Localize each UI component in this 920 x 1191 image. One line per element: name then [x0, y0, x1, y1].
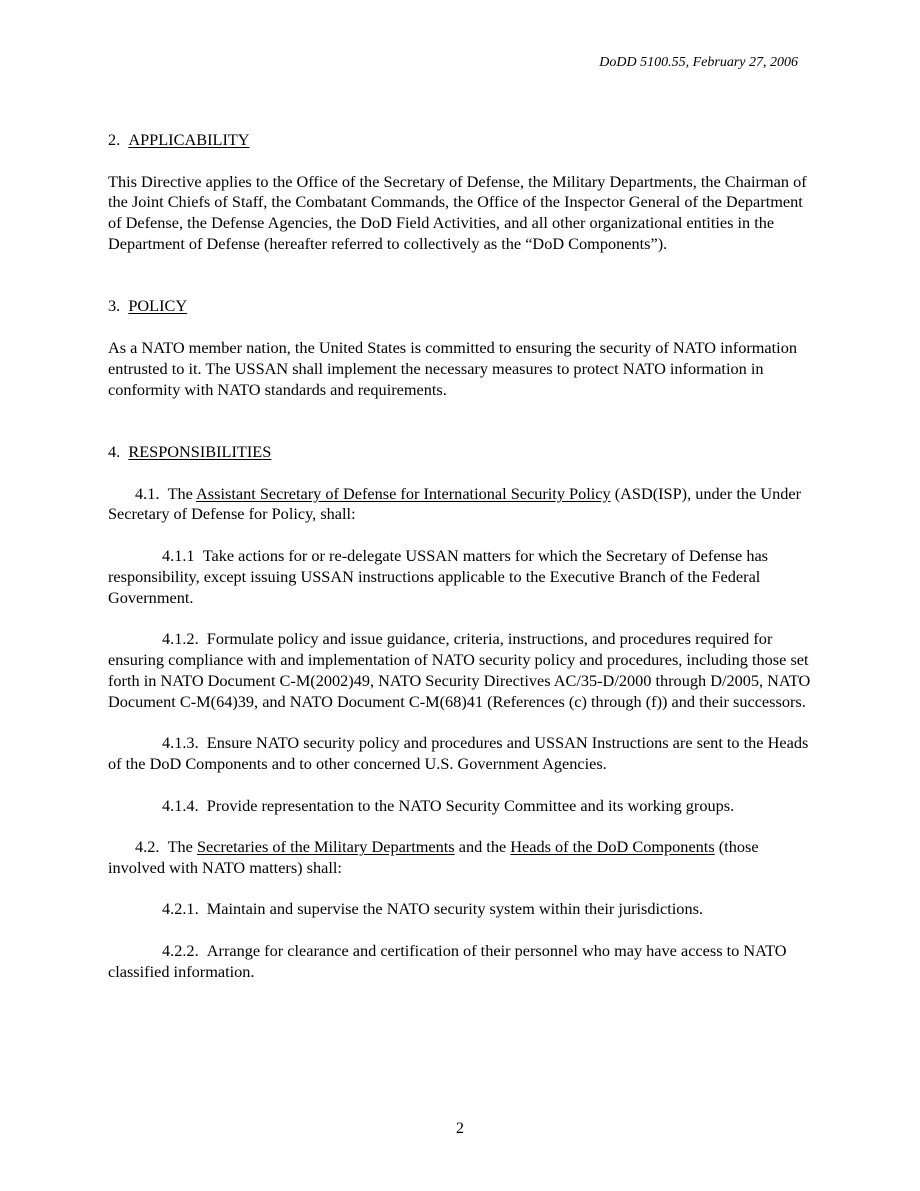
paragraph-number: 4.1.1 [162, 545, 195, 565]
paragraph-4-2-1 [108, 899, 812, 920]
paragraph-4-1 [108, 484, 812, 526]
paragraph-text: The [167, 483, 193, 503]
paragraph-text: (those involved with NATO matters) shall: [108, 837, 759, 877]
paragraph-number: 4.2.1. [162, 899, 199, 919]
paragraph-number: 4.1.2. [162, 629, 199, 649]
applicability-paragraph: This Directive applies to the Office of the Secretary of Defense, the Military Departments, the Chairman of the Joint Chiefs of Staff, the Combatant Commands, the Office of the Inspector General of the Department of Defense, the Defense Agencies, the DoD Field Activities, and all other organizational entities in the Department of Defense (hereafter referred to collectively as the “DoD Components”). [108, 171, 807, 253]
paragraph-4-1-4 [108, 796, 812, 817]
section-title: RESPONSIBILITIES [128, 441, 272, 461]
document-header: DoDD 5100.55, February 27, 2006 [599, 55, 798, 70]
section-heading-applicability [108, 130, 812, 151]
paragraph-text: Provide representation to the NATO Security Committee and its working groups. [206, 795, 735, 815]
paragraph-4-1-1 [108, 546, 812, 608]
document-body [108, 130, 812, 983]
paragraph-number: 4.2. [135, 837, 160, 857]
policy-paragraph: As a NATO member nation, the United States is committed to ensuring the security of NATO information entrusted to it. The USSAN shall implement the necessary measures to protect NATO information in conformity with NATO standards and requirements. [108, 337, 797, 399]
section-heading-policy [108, 296, 812, 317]
page-number: 2 [455, 1118, 465, 1137]
paragraph-text: Formulate policy and issue guidance, criteria, instructions, and procedures required for ensuring compliance with and implementation of NATO security policy and procedures, including those set forth in NATO Document C-M(2002)49, NATO Security Directives AC/35-D/2000 through D/2005, NATO Document C-M(64)39, and NATO Document C-M(68)41 (References (c) through (f)) and their successors. [108, 629, 811, 711]
paragraph-4-2-2 [108, 941, 812, 983]
section-number: 3. [108, 296, 121, 316]
paragraph-text: Arrange for clearance and certification of their personnel who may have access to NATO classified information. [108, 941, 787, 981]
section-title: POLICY [128, 296, 188, 316]
paragraph-text: and the [458, 837, 507, 857]
section-title: APPLICABILITY [128, 130, 250, 149]
paragraph-number: 4.1. [135, 483, 160, 503]
paragraph-4-1-3 [108, 733, 812, 775]
paragraph-text: (ASD(ISP), under the Under Secretary of Defense for Policy, shall: [108, 483, 802, 524]
paragraph-text: Take actions for or re-delegate USSAN matters for which the Secretary of Defense has responsibility, except issuing USSAN instructions applicable to the Executive Branch of the Federal Government. [108, 545, 769, 607]
paragraph-text: The [167, 837, 193, 857]
paragraph-number: 4.1.3. [162, 733, 199, 753]
military-departments-reference: Secretaries of the Military Departments [196, 837, 455, 857]
section-heading-responsibilities [108, 442, 812, 463]
dod-components-reference: Heads of the DoD Components [510, 837, 715, 857]
paragraph-text: Ensure NATO security policy and procedures and USSAN Instructions are sent to the Heads of the DoD Components and to other concerned U.S. Government Agencies. [108, 733, 809, 773]
asd-isp-reference: Assistant Secretary of Defense for International Security Policy [196, 483, 611, 503]
paragraph-4-2 [108, 837, 812, 879]
paragraph-4-1-2 [108, 629, 812, 712]
section-number: 4. [108, 441, 121, 461]
paragraph-number: 4.2.2. [162, 941, 199, 961]
paragraph-text: Maintain and supervise the NATO security system within their jurisdictions. [206, 899, 703, 919]
paragraph-number: 4.1.4. [162, 795, 199, 815]
section-number: 2. [108, 130, 121, 149]
